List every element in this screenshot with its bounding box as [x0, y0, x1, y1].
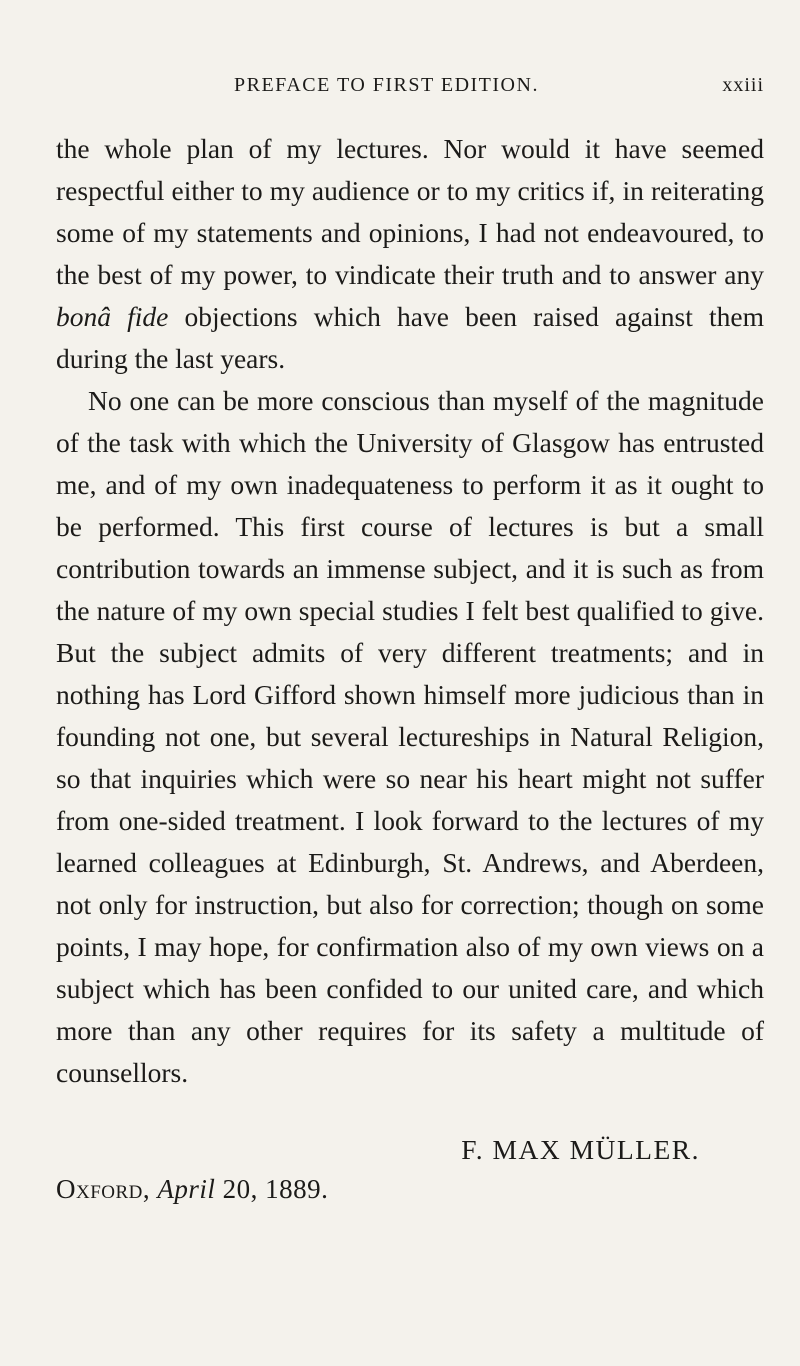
paragraph-1-text-a: the whole plan of my lectures. Nor would it have seemed respectful either to my audience or to my critics if, in reiterating some of my statements and opinions, I had not endeavoured, to the best of my power, to vindicate their truth and to answer any — [56, 133, 764, 290]
dateline-month: April — [157, 1174, 216, 1204]
page-number: xxiii — [722, 74, 764, 96]
dateline — [56, 1174, 764, 1205]
signature: F. MAX MÜLLER. — [461, 1134, 700, 1165]
paragraph-1 — [56, 128, 764, 380]
book-page — [56, 60, 764, 1205]
paragraph-2: No one can be more conscious than myself of the magnitude of the task with which the University of Glasgow has entrusted me, and of my own inadequateness to perform it as it ought to be performed. This first course of lectures is but a small contribution towards an immense subject, and it is such as from the nature of my own special studies I felt best qualified to give. But the subject admits of very different treatments; and in nothing has Lord Gifford shown himself more judicious than in founding not one, but several lectureships in Natural Religion, so that inquiries which were so near his heart might not suffer from one-sided treatment. I look forward to the lectures of my learned colleagues at Edinburgh, St. Andrews, and Aberdeen, not only for instruction, but also for correction; though on some points, I may hope, for confirmation also of my own views on a subject which has been confided to our united care, and which more than any other requires for its safety a multitude of counsellors. — [56, 385, 764, 1088]
running-head-title: PREFACE TO FIRST EDITION. — [234, 74, 539, 96]
dateline-place: Oxford, — [56, 1174, 151, 1204]
dateline-date: 20, 1889. — [215, 1174, 329, 1204]
paragraph-1-text-b: objections which have been raised against them during the last years. — [56, 301, 764, 374]
paragraph-1-italic-phrase: bonâ fide — [56, 301, 169, 332]
running-head — [56, 60, 764, 100]
body-text — [56, 128, 764, 1094]
